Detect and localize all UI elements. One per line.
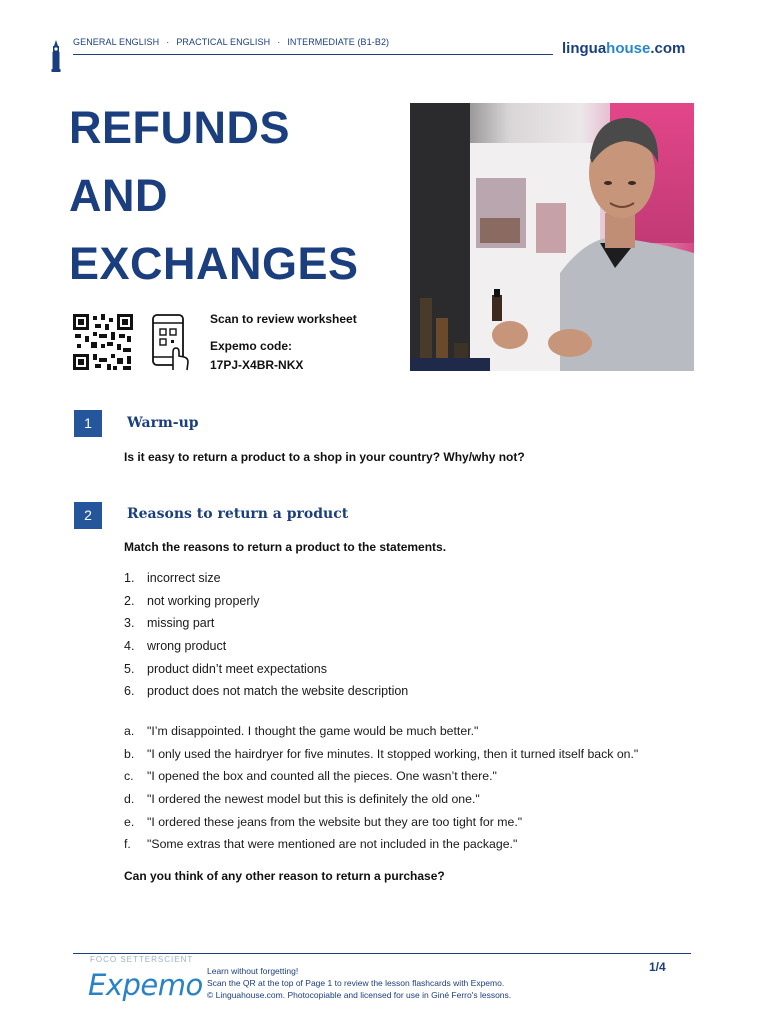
footer-qr-instruction: Scan the QR at the top of Page 1 to review the lesson flashcards with Expemo. xyxy=(207,978,505,988)
list-marker: c. xyxy=(124,769,134,784)
list-item xyxy=(124,684,408,707)
list-item xyxy=(124,769,638,792)
breadcrumb-separator: · xyxy=(166,37,170,47)
title-line: EXCHANGES xyxy=(69,238,359,289)
big-ben-icon xyxy=(50,40,62,72)
list-item-text: missing part xyxy=(147,616,215,631)
matching-instruction: Match the reasons to return a product to the statements. xyxy=(124,540,447,554)
qr-code[interactable] xyxy=(73,314,133,370)
list-marker: 5. xyxy=(124,661,135,676)
list-item-text: "I’m disappointed. I thought the game would be much better." xyxy=(147,724,479,738)
list-item-text: "I only used the hairdryer for five minutes. It stopped working, then it turned itself back on." xyxy=(147,746,639,761)
list-item xyxy=(124,662,408,685)
list-item-text: "I opened the box and counted all the pieces. One wasn’t there." xyxy=(147,769,497,784)
list-item xyxy=(124,616,408,639)
expemo-code: 17PJ-X4BR-NKX xyxy=(210,358,304,372)
header-divider xyxy=(73,54,553,55)
list-item xyxy=(124,571,408,594)
list-marker: 1. xyxy=(124,571,135,585)
section-number-badge: 2 xyxy=(74,502,102,529)
footer-copyright: © Linguahouse.com. Photocopiable and licensed for use in Giné Ferro's lessons. xyxy=(207,990,512,1000)
expemo-code-label: Expemo code: xyxy=(210,339,293,353)
breadcrumb-item[interactable]: INTERMEDIATE (B1-B2) xyxy=(287,37,390,47)
list-item xyxy=(124,594,408,617)
list-marker: 2. xyxy=(124,593,135,608)
list-item xyxy=(124,792,638,815)
list-item xyxy=(124,724,638,747)
breadcrumb-item[interactable]: GENERAL ENGLISH xyxy=(73,37,160,47)
expemo-logo[interactable]: Expemo xyxy=(88,968,203,1002)
section-title-warm-up: Warm-up xyxy=(127,415,199,431)
list-marker: b. xyxy=(124,746,135,761)
list-item xyxy=(124,837,638,860)
followup-question: Can you think of any other reason to return a purchase? xyxy=(124,869,445,883)
list-marker: 4. xyxy=(124,639,135,654)
footer-ghost-text: FOCO SETTERSCIENT xyxy=(90,955,194,963)
list-marker: e. xyxy=(124,814,135,829)
logo-part-tld: .com xyxy=(650,40,686,57)
list-item-text: incorrect size xyxy=(147,571,221,585)
title-line: REFUNDS xyxy=(69,102,291,153)
statements-list xyxy=(124,724,638,860)
list-item-text: "Some extras that were mentioned are not included in the package." xyxy=(147,837,518,852)
list-marker: a. xyxy=(124,724,135,738)
warm-up-question: Is it easy to return a product to a shop in your country? Why/why not? xyxy=(124,450,525,464)
linguahouse-logo[interactable] xyxy=(562,40,685,57)
breadcrumb xyxy=(73,37,389,47)
scan-label: Scan to review worksheet xyxy=(210,312,357,326)
footer-divider xyxy=(73,953,691,954)
list-item-text: "I ordered these jeans from the website but they are too tight for me." xyxy=(147,814,523,829)
shop-assistant-photo xyxy=(410,103,694,371)
list-item xyxy=(124,747,638,770)
breadcrumb-item[interactable]: PRACTICAL ENGLISH xyxy=(176,37,271,47)
page-number: 1/4 xyxy=(649,960,666,974)
phone-scan-icon xyxy=(151,314,191,372)
list-marker: 3. xyxy=(124,616,135,631)
list-item-text: wrong product xyxy=(147,639,227,654)
logo-part-accent: house xyxy=(606,40,651,57)
list-item-text: product does not match the website description xyxy=(147,684,409,699)
reasons-list xyxy=(124,571,408,707)
footer-tagline: Learn without forgetting! xyxy=(207,966,299,976)
list-marker: f. xyxy=(124,837,131,852)
breadcrumb-separator: · xyxy=(277,37,281,47)
title-line: AND xyxy=(69,170,168,221)
list-marker: d. xyxy=(124,792,135,807)
page-title xyxy=(69,94,399,298)
list-item-text: not working properly xyxy=(147,593,260,608)
logo-part-main: lingua xyxy=(562,40,607,57)
section-number-badge: 1 xyxy=(74,410,102,437)
list-item xyxy=(124,639,408,662)
section-title-reasons: Reasons to return a product xyxy=(127,506,349,522)
list-item-text: "I ordered the newest model but this is definitely the old one." xyxy=(147,792,480,807)
list-item-text: product didn’t meet expectations xyxy=(147,661,327,676)
list-marker: 6. xyxy=(124,684,135,699)
list-item xyxy=(124,815,638,838)
